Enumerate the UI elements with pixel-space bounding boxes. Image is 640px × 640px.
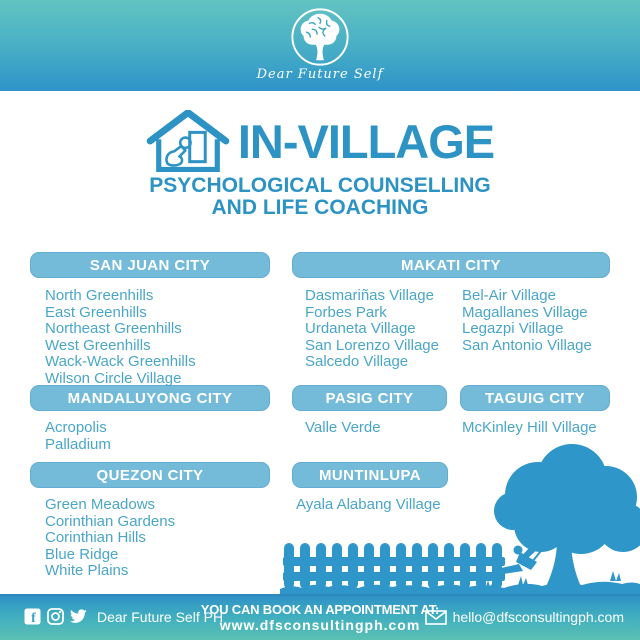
village-item: Magallanes Village — [462, 303, 588, 321]
envelope-icon — [425, 610, 447, 625]
twitter-icon — [70, 608, 87, 625]
booking-website: www.dfsconsultingph.com — [219, 617, 421, 633]
section-header-taguig-city: TAGUIG CITY — [460, 385, 610, 411]
brain-tree-logo-icon — [289, 6, 351, 68]
booking-info — [180, 602, 460, 633]
village-item: North Greenhills — [45, 287, 154, 304]
village-item: Ayala Alabang Village — [296, 496, 441, 513]
village-item: Dasmariñas Village — [305, 287, 434, 304]
section-header-san-juan-city: SAN JUAN CITY — [30, 252, 270, 278]
village-item: White Plains — [45, 562, 129, 579]
village-item: Salcedo Village — [305, 353, 409, 370]
village-item: Green Meadows — [45, 496, 156, 513]
village-list-mandaluyong — [45, 420, 111, 453]
title-main: IN-VILLAGE — [237, 114, 495, 168]
subtitle-line2: AND LIFE COACHING — [211, 196, 429, 219]
email-address: hello@dfsconsultingph.com — [452, 609, 624, 625]
village-list-san-juan — [45, 288, 196, 387]
header-band — [0, 0, 640, 91]
village-item: Blue Ridge — [45, 545, 119, 563]
title-row — [0, 110, 640, 172]
village-item: San Lorenzo Village — [305, 336, 439, 354]
village-item: West Greenhills — [45, 336, 151, 354]
section-header-muntinlupa: MUNTINLUPA — [292, 462, 448, 488]
section-header-mandaluyong-city: MANDALUYONG CITY — [30, 385, 270, 411]
section-header-quezon-city: QUEZON CITY — [30, 462, 270, 488]
village-item: Valle Verde — [305, 419, 381, 436]
village-list-quezon — [45, 497, 175, 580]
village-item: Palladium — [45, 435, 111, 453]
footer-email-group — [425, 609, 624, 625]
house-doorbell-icon — [146, 110, 230, 172]
tree-swing-fence-illustration — [280, 443, 640, 603]
village-item: Northeast Greenhills — [45, 320, 182, 337]
village-list-makati-col1 — [305, 288, 439, 371]
village-item: Wilson Circle Village — [45, 369, 182, 387]
village-item: Bel-Air Village — [462, 287, 556, 304]
subtitle-line1: PSYCHOLOGICAL COUNSELLING — [149, 174, 491, 197]
section-header-pasig-city: PASIG CITY — [292, 385, 447, 411]
village-item: San Antonio Village — [462, 336, 592, 354]
village-item: Corinthian Gardens — [45, 512, 176, 530]
village-item: Corinthian Hills — [45, 529, 146, 546]
booking-line1: YOU CAN BOOK AN APPOINTMENT AT: — [200, 602, 440, 617]
brand-name: Dear Future Self — [256, 67, 384, 82]
section-header-makati-city: MAKATI CITY — [292, 252, 610, 278]
village-list-pasig — [305, 420, 381, 437]
village-list-taguig — [462, 420, 597, 437]
village-item: Acropolis — [45, 419, 107, 436]
village-item: Legazpi Village — [462, 320, 564, 337]
village-item: East Greenhills — [45, 303, 147, 321]
social-handle: Dear Future Self PH — [97, 608, 224, 625]
instagram-icon — [47, 608, 64, 625]
village-item: Forbes Park — [305, 303, 387, 321]
village-item: McKinley Hill Village — [462, 419, 597, 436]
village-list-makati-col2 — [462, 288, 592, 354]
facebook-icon — [24, 608, 41, 625]
svg-text:f: f — [31, 611, 36, 625]
footer-band — [0, 594, 640, 640]
village-item: Wack-Wack Greenhills — [45, 353, 196, 370]
village-item: Urdaneta Village — [305, 320, 416, 337]
